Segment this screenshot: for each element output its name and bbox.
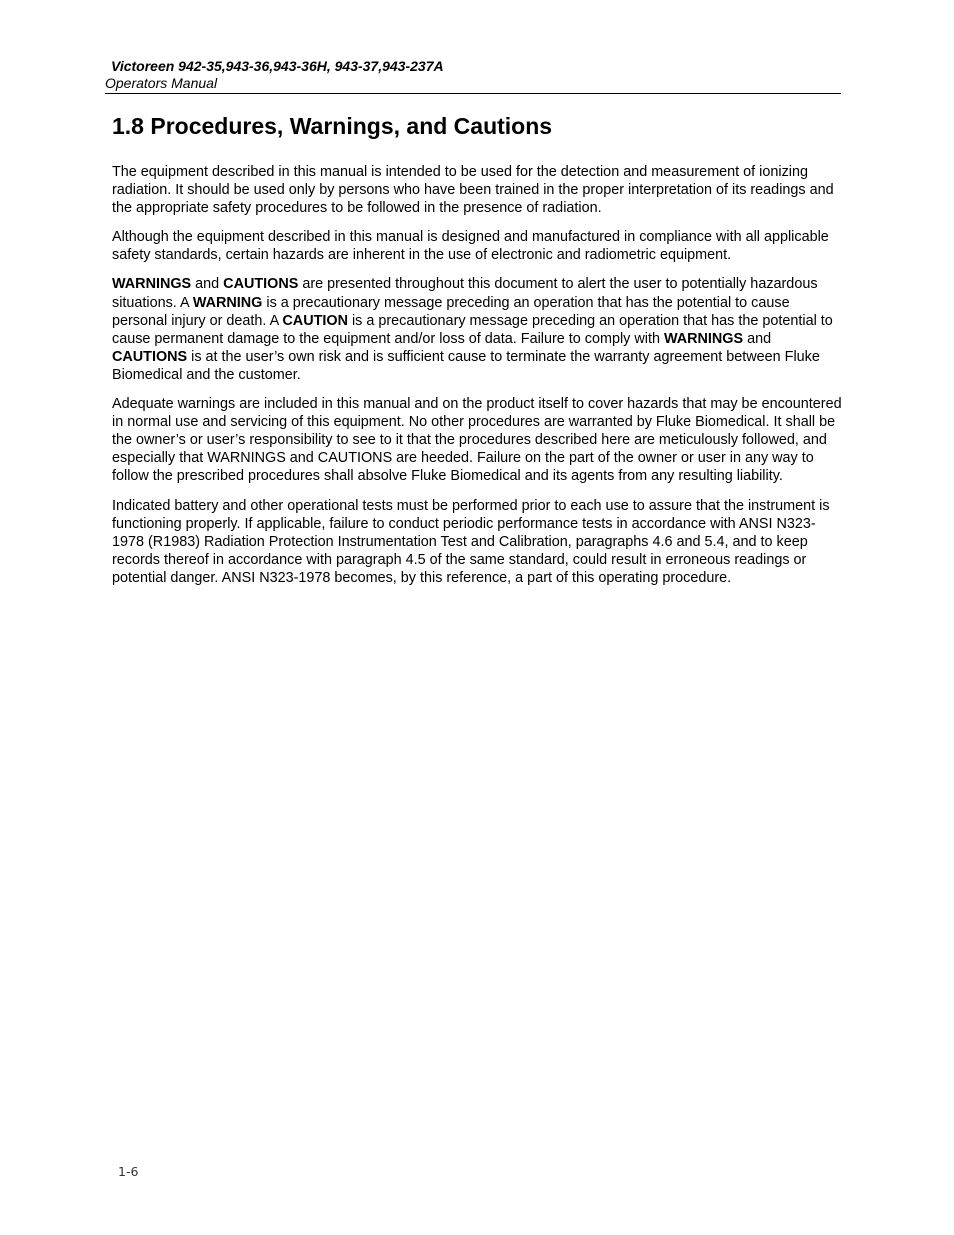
paragraph-text: is a precautionary message preceding an operation that has the potential to cause permanent damage to the equipment and/or loss of data. Failure to comply with <box>112 312 833 347</box>
paragraph-text: are presented throughout this document to alert the user to potentially hazardous situations. A <box>112 276 818 311</box>
paragraph-text: is at the user’s own risk and is sufficient cause to terminate the warranty agreement between Fluke Biomedical and the customer. <box>112 348 820 383</box>
page-number: 1-6 <box>118 1164 139 1179</box>
paragraph-text: and <box>191 276 224 293</box>
warnings-term: WARNINGS <box>112 276 192 293</box>
paragraph-hazards: Although the equipment described in this manual is designed and manufactured in compliance with all applicable safety standards, certain hazards are inherent in the use of electronic and radiometric equipment. <box>112 229 829 264</box>
page-header <box>105 57 841 94</box>
cautions-term: CAUTIONS <box>112 348 188 365</box>
paragraph-intended-use: The equipment described in this manual is intended to be used for the detection and measurement of ionizing radiation. It should be used only by persons who have been trained in the proper interpretation of its readings and the appropriate safety procedures to be followed in the presence of radiation. <box>112 164 834 217</box>
section-body <box>112 163 844 598</box>
paragraph-liability: Adequate warnings are included in this manual and on the product itself to cover hazards that may be encountered in normal use and servicing of this equipment. No other procedures are warranted by Fluke Biomedical. It shall be the owner’s or user’s responsibility to see to it that the procedures described here are meticulously followed, and especially that WARNINGS and CAUTIONS are heeded. Failure on the part of the owner or user in any way to follow the prescribed procedures shall absolve Fluke Biomedical and its agents from any resulting liability. <box>112 396 842 485</box>
warning-term: WARNING <box>192 294 263 311</box>
cautions-term: CAUTIONS <box>223 276 299 293</box>
paragraph-warnings-cautions <box>112 275 844 384</box>
warnings-term: WARNINGS <box>663 330 744 347</box>
paragraph-text: and <box>743 330 772 347</box>
caution-term: CAUTION <box>282 312 348 329</box>
document-subtitle: Operators Manual <box>105 75 218 91</box>
section-heading: 1.8 Procedures, Warnings, and Cautions <box>112 113 553 139</box>
paragraph-operational-tests: Indicated battery and other operational tests must be performed prior to each use to assure that the instrument is functioning properly. If applicable, failure to conduct periodic performance tests in accordance with ANSI N323-1978 (R1983) Radiation Protection Instrumentation Test and Calibration, paragraphs 4.6 and 5.4, and to keep records thereof in accordance with paragraph 4.5 of the same standard, could result in erroneous readings or potential danger. ANSI N323-1978 becomes, by this reference, a part of this operating procedure. <box>112 497 830 586</box>
paragraph-text: is a precautionary message preceding an operation that has the potential to cause personal injury or death. A <box>112 294 790 329</box>
document-title: Victoreen 942-35,943-36,943-36H, 943-37,943-237A <box>111 58 444 74</box>
